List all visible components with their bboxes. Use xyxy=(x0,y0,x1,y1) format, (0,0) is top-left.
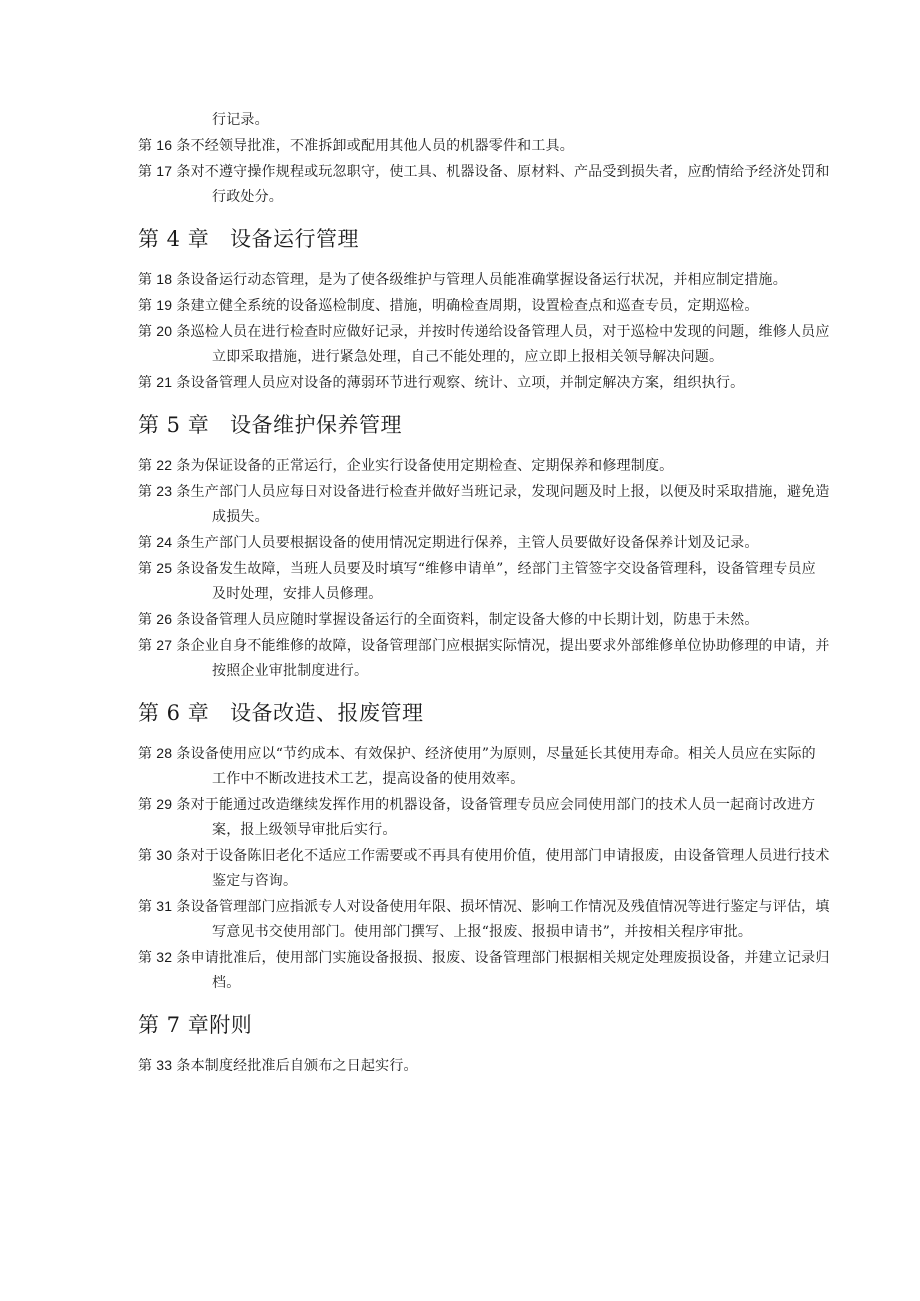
article-number: 第 30 条 xyxy=(138,847,191,863)
article-number: 第 31 条 xyxy=(138,898,191,914)
article-number: 第 24 条 xyxy=(138,534,191,550)
article-paragraph xyxy=(138,556,830,607)
article-text: 巡检人员在进行检查时应做好记录，并按时传递给设备管理人员，对于巡检中发现的问题，维修人员应立即采取措施，进行紧急处理，自己不能处理的，应立即上报相关领导解决问题。 xyxy=(190,324,830,365)
article-text: 设备管理人员应随时掌握设备运行的全面资料，制定设备大修的中长期计划，防患于未然。 xyxy=(190,612,759,628)
chapter-number: 第 5 章 xyxy=(138,413,210,437)
chapter-title: 设备改造、报废管理 xyxy=(230,701,424,725)
chapter-number: 第 4 章 xyxy=(138,227,210,251)
chapter-heading xyxy=(138,224,830,254)
article-number: 第 32 条 xyxy=(138,949,191,965)
article-number: 第 19 条 xyxy=(138,297,191,313)
article-number: 第 17 条 xyxy=(138,163,191,179)
chapter-heading xyxy=(138,698,830,728)
article-paragraph xyxy=(138,741,830,792)
article-text: 生产部门人员应每日对设备进行检查并做好当班记录，发现问题及时上报，以便及时采取措施，避免造成损失。 xyxy=(190,484,830,525)
article-text: 对不遵守操作规程或玩忽职守，使工具、机器设备、原材料、产品受到损失者，应酌情给予经济处罚和行政处分。 xyxy=(190,164,830,205)
chapter-number: 第 6 章 xyxy=(138,701,210,725)
article-text: 生产部门人员要根据设备的使用情况定期进行保养，主管人员要做好设备保养计划及记录。 xyxy=(190,535,759,551)
article-paragraph xyxy=(138,453,830,479)
article-paragraph xyxy=(138,633,830,684)
article-paragraph xyxy=(138,530,830,556)
article-text: 设备管理部门应指派专人对设备使用年限、损坏情况、影响工作情况及残值情况等进行鉴定与评估，填写意见书交使用部门。使用部门撰写、上报“报废、报损申请书”，并按相关程序审批。 xyxy=(190,899,830,940)
article-paragraph xyxy=(138,159,830,210)
article-text: 企业自身不能维修的故障，设备管理部门应根据实际情况，提出要求外部维修单位协助修理的申请，并按照企业审批制度进行。 xyxy=(190,638,830,679)
chapter-title: 附则 xyxy=(209,1013,253,1037)
article-paragraph xyxy=(138,945,830,996)
article-paragraph xyxy=(138,293,830,319)
article-number: 第 25 条 xyxy=(138,560,191,576)
article-paragraph xyxy=(138,267,830,293)
article-text: 本制度经批准后自颁布之日起实行。 xyxy=(190,1058,418,1074)
chapter-number: 第 7 章 xyxy=(138,1013,210,1037)
article-text: 申请批准后，使用部门实施设备报损、报废、设备管理部门根据相关规定处理废损设备，并建立记录归档。 xyxy=(190,950,830,991)
article-text: 为保证设备的正常运行，企业实行设备使用定期检查、定期保养和修理制度。 xyxy=(190,458,674,474)
article-number: 第 16 条 xyxy=(138,137,191,153)
article-text: 对于能通过改造继续发挥作用的机器设备，设备管理专员应会同使用部门的技术人员一起商讨改进方案，报上级领导审批后实行。 xyxy=(190,797,816,838)
article-number: 第 27 条 xyxy=(138,637,191,653)
article-number: 第 28 条 xyxy=(138,745,191,761)
article-text: 设备使用应以“节约成本、有效保护、经济使用”为原则，尽量延长其使用寿命。相关人员应在实际的工作中不断改进技术工艺，提高设备的使用效率。 xyxy=(190,746,816,787)
article-paragraph xyxy=(138,792,830,843)
article-text: 设备运行动态管理，是为了使各级维护与管理人员能准确掌握设备运行状况，并相应制定措施。 xyxy=(190,272,787,288)
article-text: 不经领导批准，不准拆卸或配用其他人员的机器零件和工具。 xyxy=(190,138,574,154)
article-paragraph xyxy=(138,1053,830,1079)
article-paragraph xyxy=(138,319,830,370)
article-text: 设备管理人员应对设备的薄弱环节进行观察、统计、立项，并制定解决方案，组织执行。 xyxy=(190,375,745,391)
article-number: 第 21 条 xyxy=(138,374,191,390)
article-paragraph xyxy=(138,370,830,396)
article-paragraph xyxy=(138,843,830,894)
article-paragraph xyxy=(138,894,830,945)
article-paragraph xyxy=(138,133,830,159)
chapter-heading xyxy=(138,410,830,440)
article-paragraph xyxy=(138,479,830,530)
article-number: 第 26 条 xyxy=(138,611,191,627)
article-number: 第 22 条 xyxy=(138,457,191,473)
chapter-heading xyxy=(138,1010,830,1040)
chapter-title: 设备运行管理 xyxy=(230,227,359,251)
continuation-text: 行记录。 xyxy=(212,112,269,128)
article-number: 第 18 条 xyxy=(138,271,191,287)
article-text: 对于设备陈旧老化不适应工作需要或不再具有使用价值，使用部门申请报废，由设备管理人员进行技术鉴定与咨询。 xyxy=(190,848,830,889)
chapter-title: 设备维护保养管理 xyxy=(230,413,402,437)
article-paragraph xyxy=(138,607,830,633)
document-body xyxy=(138,133,830,1079)
article-number: 第 20 条 xyxy=(138,323,191,339)
article-number: 第 33 条 xyxy=(138,1057,191,1073)
article-number: 第 29 条 xyxy=(138,796,191,812)
article-text: 设备发生故障，当班人员要及时填写“维修申请单”，经部门主管签字交设备管理科，设备管理专员应及时处理，安排人员修理。 xyxy=(190,561,816,602)
article-text: 建立健全系统的设备巡检制度、措施，明确检查周期，设置检查点和巡查专员，定期巡检。 xyxy=(190,298,759,314)
article-number: 第 23 条 xyxy=(138,483,191,499)
